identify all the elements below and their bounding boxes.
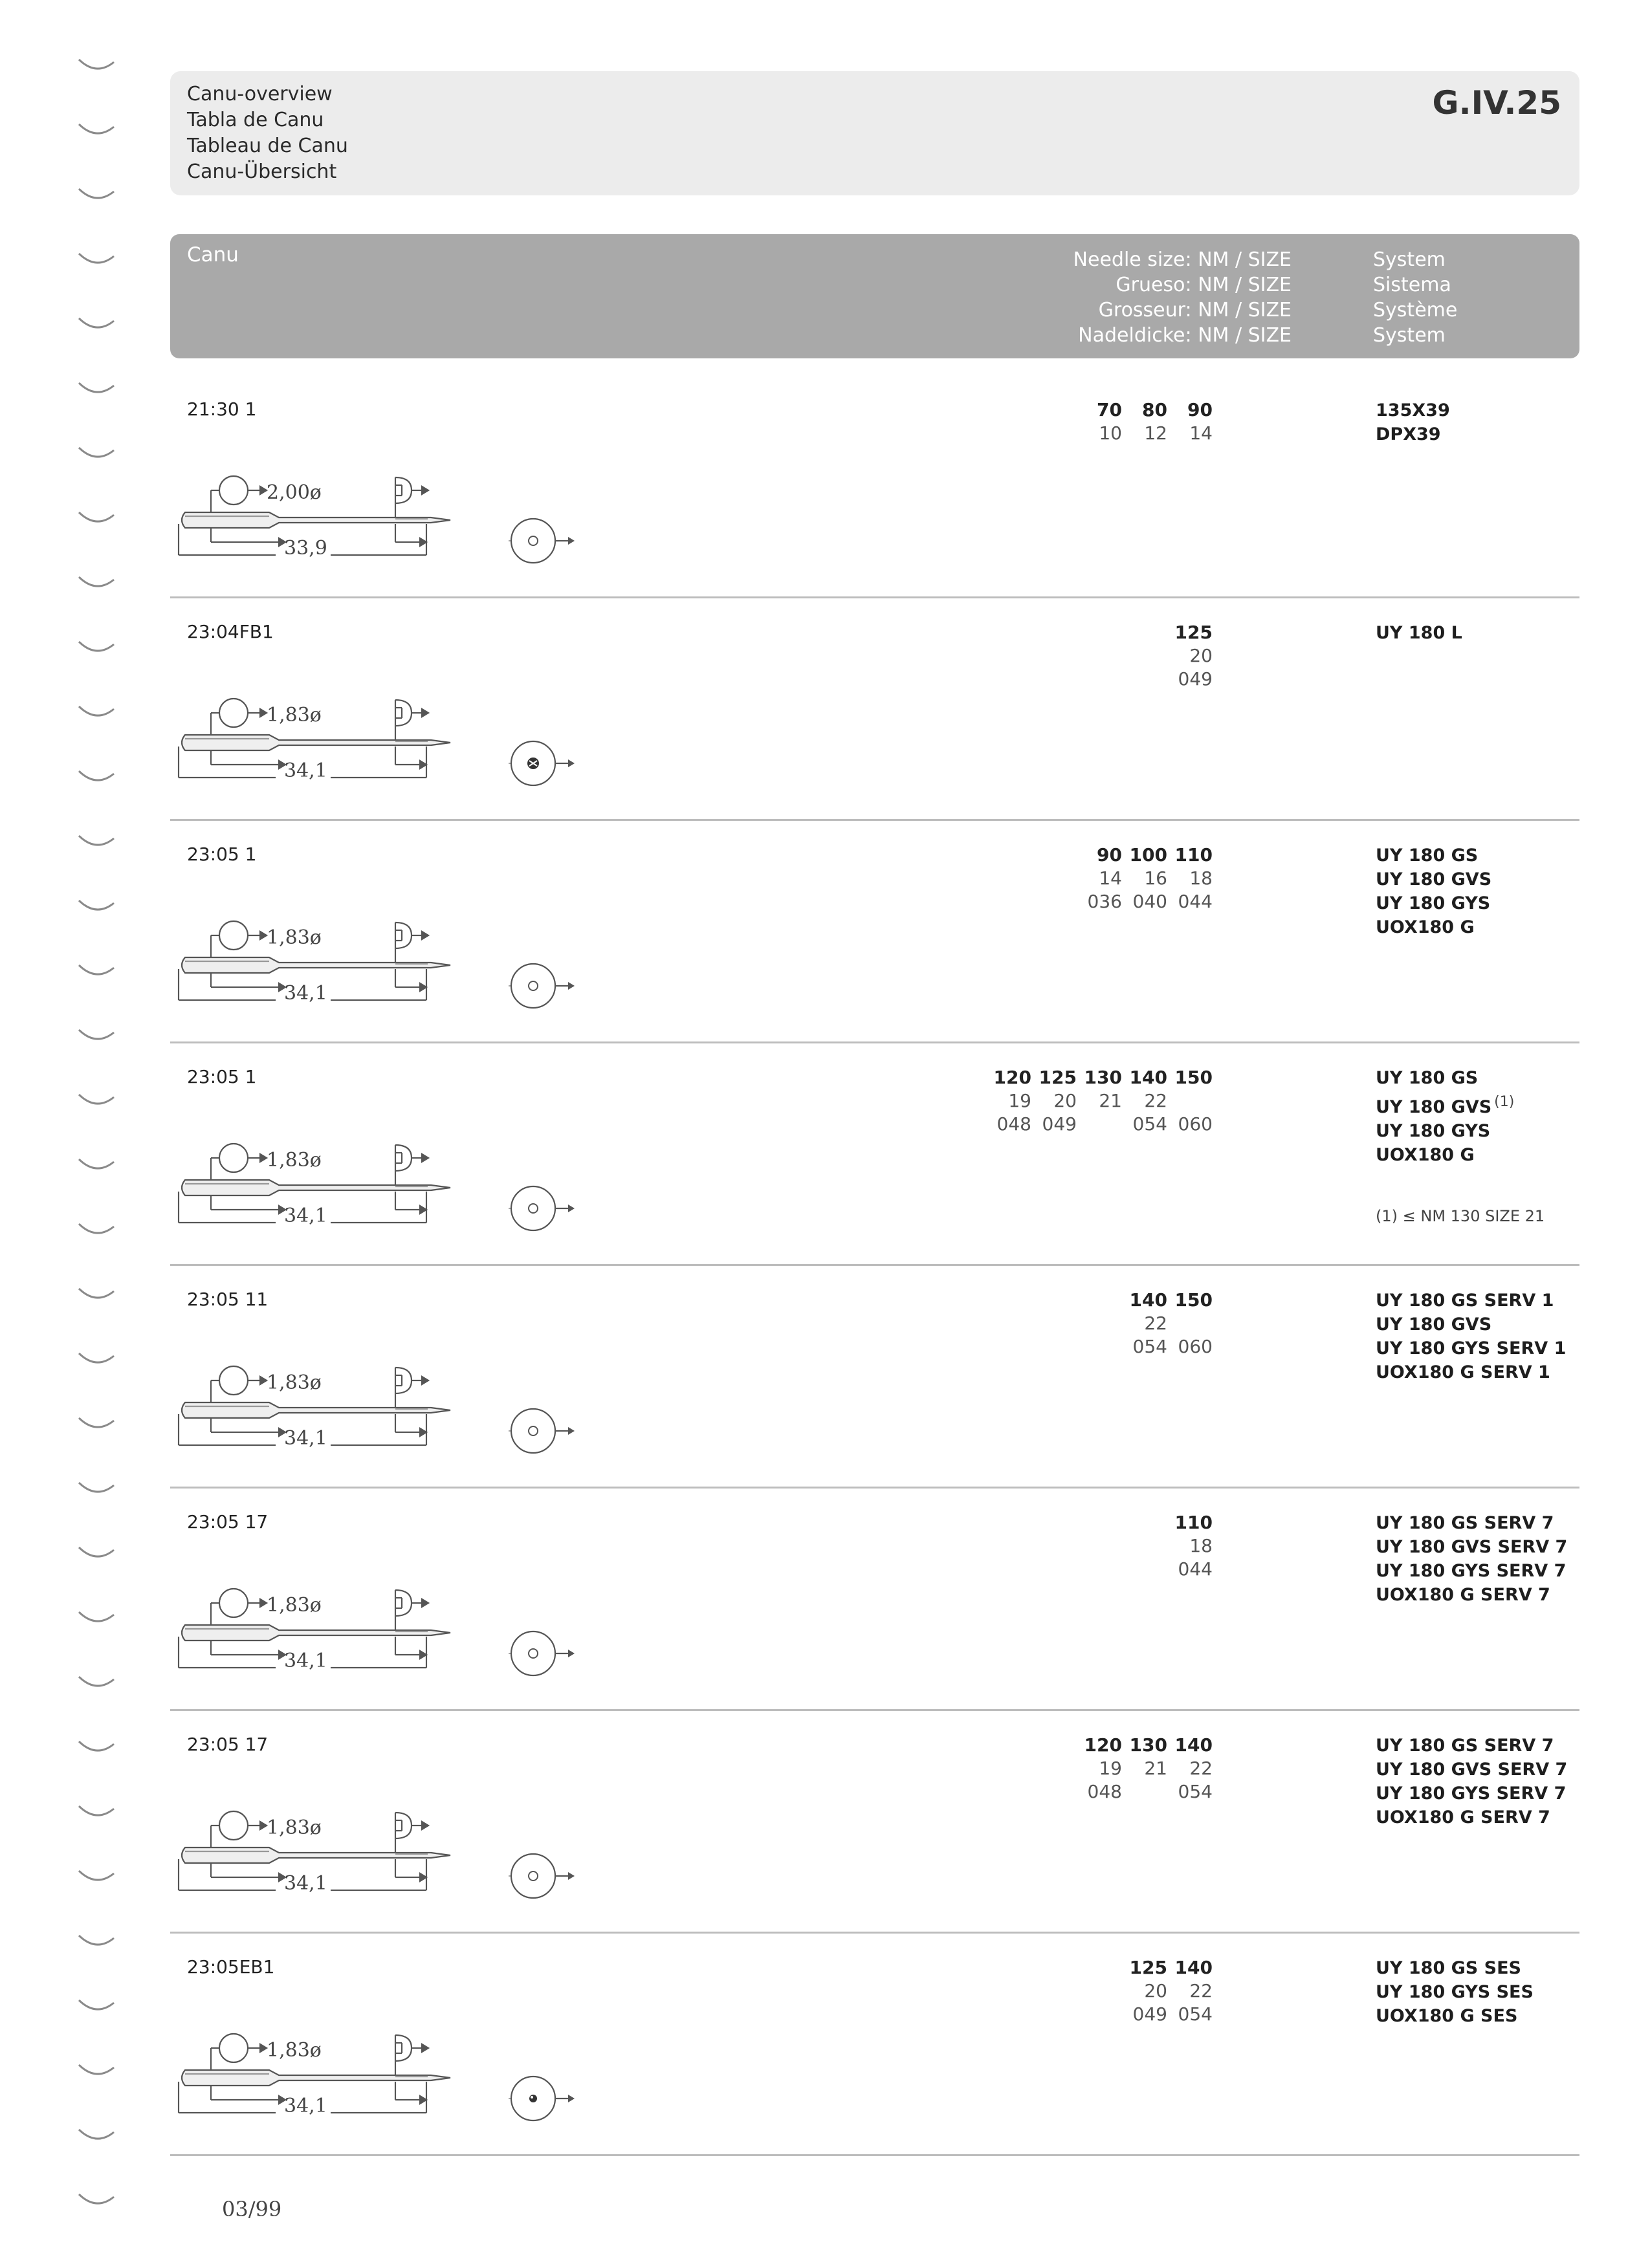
system-name: UOX180 G SERV 1	[1376, 1362, 1550, 1382]
system-list	[1376, 398, 1450, 446]
needle-nm-value: 110	[1174, 1512, 1213, 1533]
system-name: UY 180 GVS	[1376, 1314, 1492, 1335]
canu-row	[170, 1264, 1579, 1488]
system-item	[1376, 1336, 1566, 1360]
header-system-es: Sistema	[1373, 274, 1451, 296]
header-canu: Canu	[187, 243, 239, 267]
length-label: 33,9	[284, 537, 327, 560]
system-item	[1376, 2004, 1534, 2028]
binder-hole	[76, 1674, 116, 1692]
canu-code: 23:05 11	[187, 1289, 269, 1310]
needle-size-value: 21	[1099, 1090, 1122, 1111]
needle-code-value: 048	[1087, 1781, 1122, 1802]
header-system-en: System	[1373, 248, 1446, 271]
system-name: UY 180 GYS SERV 7	[1376, 1783, 1567, 1804]
system-name: UOX180 G	[1376, 917, 1475, 937]
small-ball-point-icon	[509, 2073, 580, 2124]
system-item	[1376, 422, 1450, 446]
title-line-es: Tabla de Canu	[187, 109, 324, 131]
diameter-label: 1,83ø	[267, 1371, 322, 1394]
binder-hole	[76, 2062, 116, 2080]
system-name: UY 180 GS SERV 7	[1376, 1736, 1554, 1756]
system-item	[1376, 1583, 1567, 1607]
ball-point-icon	[509, 737, 580, 789]
plain-point-icon	[509, 960, 580, 1012]
length-label: 34,1	[284, 1427, 327, 1450]
binder-hole	[76, 2127, 116, 2145]
needle-nm-value: 70	[1097, 399, 1122, 420]
binder-hole	[76, 1286, 116, 1304]
binder-hole	[76, 1868, 116, 1886]
system-name: UY 180 GVS	[1376, 869, 1492, 889]
system-item	[1376, 1289, 1566, 1313]
canu-row	[170, 374, 1579, 598]
needle-code-value: 054	[1178, 1781, 1213, 1802]
system-item	[1376, 1535, 1567, 1559]
system-name: UOX180 G	[1376, 1145, 1475, 1165]
canu-code: 23:05 17	[187, 1511, 269, 1532]
needle-nm-value: 140	[1129, 1289, 1167, 1311]
binder-hole	[76, 1415, 116, 1434]
system-item	[1376, 867, 1491, 891]
needle-size-value: 16	[1144, 867, 1167, 889]
system-item	[1376, 1360, 1566, 1384]
system-name: UOX180 G SERV 7	[1376, 1585, 1550, 1605]
canu-code: 23:04FB1	[187, 621, 274, 642]
needle-nm-value: 125	[1039, 1067, 1077, 1088]
canu-row	[170, 1932, 1579, 2156]
binder-hole	[76, 1739, 116, 1757]
needle-size-value: 20	[1189, 645, 1213, 666]
diameter-label: 1,83ø	[267, 1816, 322, 1839]
plain-point-icon	[509, 1183, 580, 1234]
binder-hole	[76, 57, 116, 75]
binder-hole	[76, 445, 116, 463]
system-name: UY 180 GYS	[1376, 893, 1491, 913]
needle-size-value: 21	[1144, 1758, 1167, 1779]
needle-size-value: 18	[1189, 1535, 1213, 1556]
system-name: UY 180 GS SERV 1	[1376, 1291, 1554, 1311]
system-item	[1376, 1758, 1567, 1782]
needle-nm-value: 90	[1097, 844, 1122, 866]
header-needle-size	[1073, 247, 1292, 348]
title-lines	[187, 82, 348, 185]
header-size-de: Nadeldicke: NM / SIZE	[1078, 324, 1292, 347]
canu-code: 23:05 1	[187, 844, 257, 865]
needle-code-value: 049	[1132, 2003, 1167, 2025]
needle-code-value: 054	[1178, 2003, 1213, 2025]
binder-hole	[76, 316, 116, 334]
needle-size-value: 22	[1189, 1758, 1213, 1779]
needle-size-value: 22	[1144, 1090, 1167, 1111]
system-item	[1376, 1066, 1514, 1090]
needle-code-value: 036	[1087, 891, 1122, 912]
title-line-fr: Tableau de Canu	[187, 135, 348, 157]
binder-hole	[76, 1480, 116, 1498]
system-name: UY 180 GYS SERV 7	[1376, 1561, 1567, 1581]
binder-hole	[76, 898, 116, 916]
binder-hole	[76, 1221, 116, 1239]
length-label: 34,1	[284, 1205, 327, 1227]
system-item	[1376, 1090, 1514, 1119]
binder-hole	[76, 769, 116, 787]
length-label: 34,1	[284, 1650, 327, 1672]
binder-hole	[76, 510, 116, 528]
binder-hole	[76, 833, 116, 851]
needle-size-value: 19	[1008, 1090, 1031, 1111]
system-list	[1376, 1066, 1514, 1167]
binder-hole	[76, 1609, 116, 1628]
needle-nm-value: 120	[993, 1067, 1031, 1088]
needle-code-value: 048	[996, 1113, 1031, 1135]
system-footnote-ref: (1)	[1494, 1094, 1515, 1110]
needle-size-value: 19	[1099, 1758, 1122, 1779]
binder-hole	[76, 1351, 116, 1369]
plain-point-icon	[509, 1405, 580, 1457]
needle-nm-value: 125	[1129, 1957, 1167, 1978]
system-item	[1376, 1805, 1567, 1829]
header-system	[1373, 247, 1457, 348]
needle-nm-value: 140	[1174, 1957, 1213, 1978]
header-system-fr: Système	[1373, 299, 1458, 322]
canu-row	[170, 1709, 1579, 1934]
binder-hole	[76, 1092, 116, 1110]
system-list	[1376, 1956, 1534, 2028]
system-name: DPX39	[1376, 424, 1441, 444]
binder-hole	[76, 122, 116, 140]
needle-code-value: 044	[1178, 891, 1213, 912]
system-name: UY 180 L	[1376, 623, 1462, 643]
canu-row	[170, 1041, 1579, 1266]
needle-code-value: 054	[1132, 1336, 1167, 1357]
system-name: UOX180 G SERV 7	[1376, 1807, 1550, 1827]
binder-hole	[76, 2192, 116, 2210]
needle-size-value: 18	[1189, 867, 1213, 889]
system-name: UY 180 GYS SERV 1	[1376, 1338, 1567, 1358]
needle-nm-value: 90	[1187, 399, 1213, 420]
system-item	[1376, 891, 1491, 915]
title-line-de: Canu-Übersicht	[187, 160, 337, 183]
system-name: UY 180 GVS SERV 7	[1376, 1760, 1568, 1780]
system-item	[1376, 844, 1491, 867]
header-size-fr: Grosseur: NM / SIZE	[1098, 299, 1292, 322]
needle-nm-value: 100	[1129, 844, 1167, 866]
binder-hole	[76, 639, 116, 657]
diameter-label: 1,83ø	[267, 1149, 322, 1172]
footnote: (1) ≤ NM 130 SIZE 21	[1376, 1207, 1545, 1225]
title-box	[170, 71, 1579, 195]
system-list	[1376, 621, 1462, 645]
title-line-en: Canu-overview	[187, 83, 333, 105]
system-list	[1376, 1511, 1567, 1607]
page-code: G.IV.25	[1432, 84, 1561, 122]
needle-nm-value: 150	[1174, 1067, 1213, 1088]
needle-nm-value: 140	[1129, 1067, 1167, 1088]
needle-nm-value: 130	[1084, 1067, 1122, 1088]
needle-size-value: 12	[1144, 422, 1167, 444]
system-name: UY 180 GYS SES	[1376, 1982, 1534, 2002]
length-label: 34,1	[284, 759, 327, 782]
system-list	[1376, 1289, 1566, 1384]
needle-nm-value: 80	[1142, 399, 1167, 420]
canu-code: 21:30 1	[187, 398, 257, 420]
needle-code-value: 060	[1178, 1336, 1213, 1357]
system-name: UY 180 GS SERV 7	[1376, 1513, 1554, 1533]
system-item	[1376, 621, 1462, 645]
system-name: UY 180 GVS	[1376, 1097, 1492, 1117]
system-item	[1376, 1782, 1567, 1805]
header-system-de: System	[1373, 324, 1446, 347]
diameter-label: 2,00ø	[267, 481, 322, 504]
plain-point-icon	[509, 515, 580, 567]
length-label: 34,1	[284, 1872, 327, 1895]
needle-code-value: 054	[1132, 1113, 1167, 1135]
header-size-es: Grueso: NM / SIZE	[1116, 274, 1292, 296]
diameter-label: 1,83ø	[267, 926, 322, 949]
needle-nm-value: 130	[1129, 1734, 1167, 1756]
system-item	[1376, 1956, 1534, 1980]
system-list	[1376, 1734, 1567, 1829]
system-item	[1376, 1734, 1567, 1758]
needle-size-value: 22	[1144, 1313, 1167, 1334]
binder-hole	[76, 574, 116, 593]
needle-size-value: 20	[1053, 1090, 1077, 1111]
system-item	[1376, 1511, 1567, 1535]
needle-size-value: 20	[1144, 1980, 1167, 2001]
plain-point-icon	[509, 1850, 580, 1902]
binder-hole	[76, 251, 116, 269]
system-item	[1376, 398, 1450, 422]
needle-nm-value: 140	[1174, 1734, 1213, 1756]
system-item	[1376, 1313, 1566, 1336]
length-label: 34,1	[284, 982, 327, 1005]
binder-hole	[76, 704, 116, 722]
canu-row	[170, 596, 1579, 821]
binder-hole	[76, 1027, 116, 1045]
binder-hole	[76, 1157, 116, 1175]
plain-point-icon	[509, 1628, 580, 1679]
needle-code-value: 060	[1178, 1113, 1213, 1135]
system-list	[1376, 844, 1491, 939]
needle-code-value: 049	[1178, 668, 1213, 690]
system-name: UY 180 GS	[1376, 845, 1479, 866]
binder-hole	[76, 1804, 116, 1822]
binder-hole	[76, 1933, 116, 1951]
system-name: UY 180 GS	[1376, 1068, 1479, 1088]
needle-nm-value: 150	[1174, 1289, 1213, 1311]
system-item	[1376, 1559, 1567, 1583]
system-item	[1376, 915, 1491, 939]
system-name: UY 180 GS SES	[1376, 1958, 1521, 1978]
system-item	[1376, 1119, 1514, 1143]
needle-nm-value: 120	[1084, 1734, 1122, 1756]
system-item	[1376, 1143, 1514, 1167]
needle-size-value: 22	[1189, 1980, 1213, 2001]
needle-size-value: 14	[1189, 422, 1213, 444]
needle-size-value: 14	[1099, 867, 1122, 889]
needle-nm-value: 125	[1174, 622, 1213, 643]
needle-size-value: 10	[1099, 422, 1122, 444]
system-name: UY 180 GYS	[1376, 1121, 1491, 1141]
diameter-label: 1,83ø	[267, 2039, 322, 2062]
binder-hole	[76, 186, 116, 204]
needle-code-value: 040	[1132, 891, 1167, 912]
system-item	[1376, 1980, 1534, 2004]
header-size-en: Needle size: NM / SIZE	[1073, 248, 1292, 271]
binder-hole	[76, 380, 116, 398]
diameter-label: 1,83ø	[267, 704, 322, 726]
binder-hole	[76, 963, 116, 981]
binder-hole	[76, 1998, 116, 2016]
canu-row	[170, 1487, 1579, 1711]
canu-code: 23:05 1	[187, 1066, 257, 1087]
system-name: UOX180 G SES	[1376, 2006, 1518, 2026]
binder-hole	[76, 1545, 116, 1563]
canu-code: 23:05EB1	[187, 1956, 275, 1978]
canu-row	[170, 819, 1579, 1043]
needle-code-value: 044	[1178, 1558, 1213, 1580]
diameter-label: 1,83ø	[267, 1594, 322, 1617]
system-name: 135X39	[1376, 400, 1450, 420]
page-date: 03/99	[222, 2197, 282, 2221]
table-header	[170, 234, 1579, 358]
canu-code: 23:05 17	[187, 1734, 269, 1755]
length-label: 34,1	[284, 2095, 327, 2117]
system-name: UY 180 GVS SERV 7	[1376, 1537, 1568, 1557]
needle-nm-value: 110	[1174, 844, 1213, 866]
needle-code-value: 049	[1042, 1113, 1077, 1135]
